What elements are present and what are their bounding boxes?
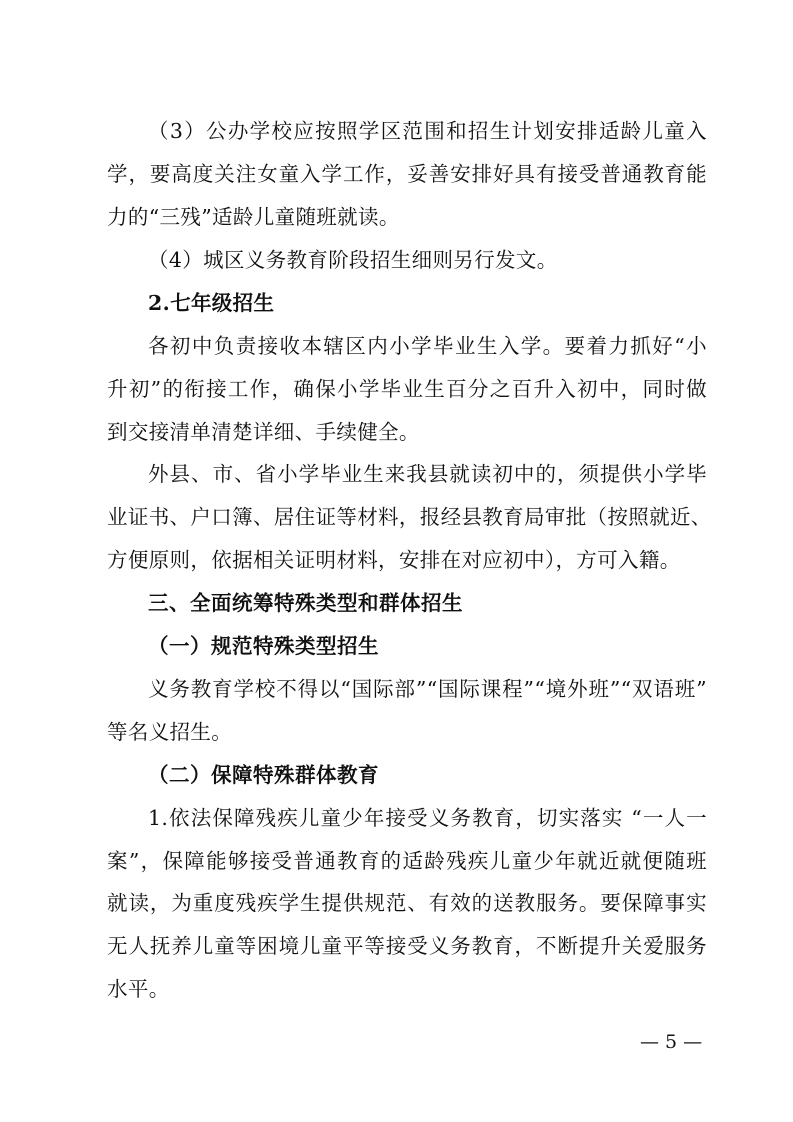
paragraph-line-14: 义务教育学校不得以“国际部”“国际课程”“境外班”“双语班”	[148, 677, 707, 701]
paragraph-line-17: 1.依法保障残疾儿童少年接受义务教育，切实落实 “一人一	[148, 806, 707, 830]
page-number: — 5 —	[640, 1031, 703, 1053]
section-heading-grade7: 2.七年级招生	[148, 291, 275, 315]
subsection-heading-2: （二）保障特殊群体教育	[148, 763, 379, 787]
section-heading-3: 三、全面统筹特殊类型和群体招生	[148, 591, 463, 615]
paragraph-line-18: 案”，保障能够接受普通教育的适龄残疾儿童少年就近就便随班	[107, 849, 707, 873]
paragraph-line-1: （3）公办学校应按照学区范围和招生计划安排适龄儿童入	[148, 119, 707, 143]
paragraph-line-4: （4）城区义务教育阶段招生细则另行发文。	[148, 248, 558, 272]
paragraph-line-11: 方便原则，依据相关证明材料，安排在对应初中），方可入籍。	[107, 548, 681, 572]
subsection-heading-1: （一）规范特殊类型招生	[148, 634, 379, 658]
paragraph-line-20: 无人抚养儿童等困境儿童平等接受义务教育，不断提升关爱服务	[107, 934, 707, 958]
paragraph-line-10: 业证书、户口簿、居住证等材料，报经县教育局审批（按照就近、	[107, 505, 712, 529]
paragraph-line-9: 外县、市、省小学毕业生来我县就读初中的，须提供小学毕	[148, 462, 707, 486]
paragraph-line-15: 等名义招生。	[107, 720, 233, 744]
paragraph-line-8: 到交接清单清楚详细、手续健全。	[107, 420, 420, 444]
paragraph-line-21: 水平。	[107, 977, 170, 1001]
paragraph-line-6: 各初中负责接收本辖区内小学毕业生入学。要着力抓好“小	[148, 334, 707, 358]
paragraph-line-2: 学，要高度关注女童入学工作，妥善安排好具有接受普通教育能	[107, 162, 707, 186]
paragraph-line-3: 力的“三残”适龄儿童随班就读。	[107, 205, 400, 229]
paragraph-line-7: 升初”的衔接工作，确保小学毕业生百分之百升入初中，同时做	[107, 377, 707, 401]
paragraph-line-19: 就读，为重度残疾学生提供规范、有效的送教服务。要保障事实	[107, 891, 707, 915]
